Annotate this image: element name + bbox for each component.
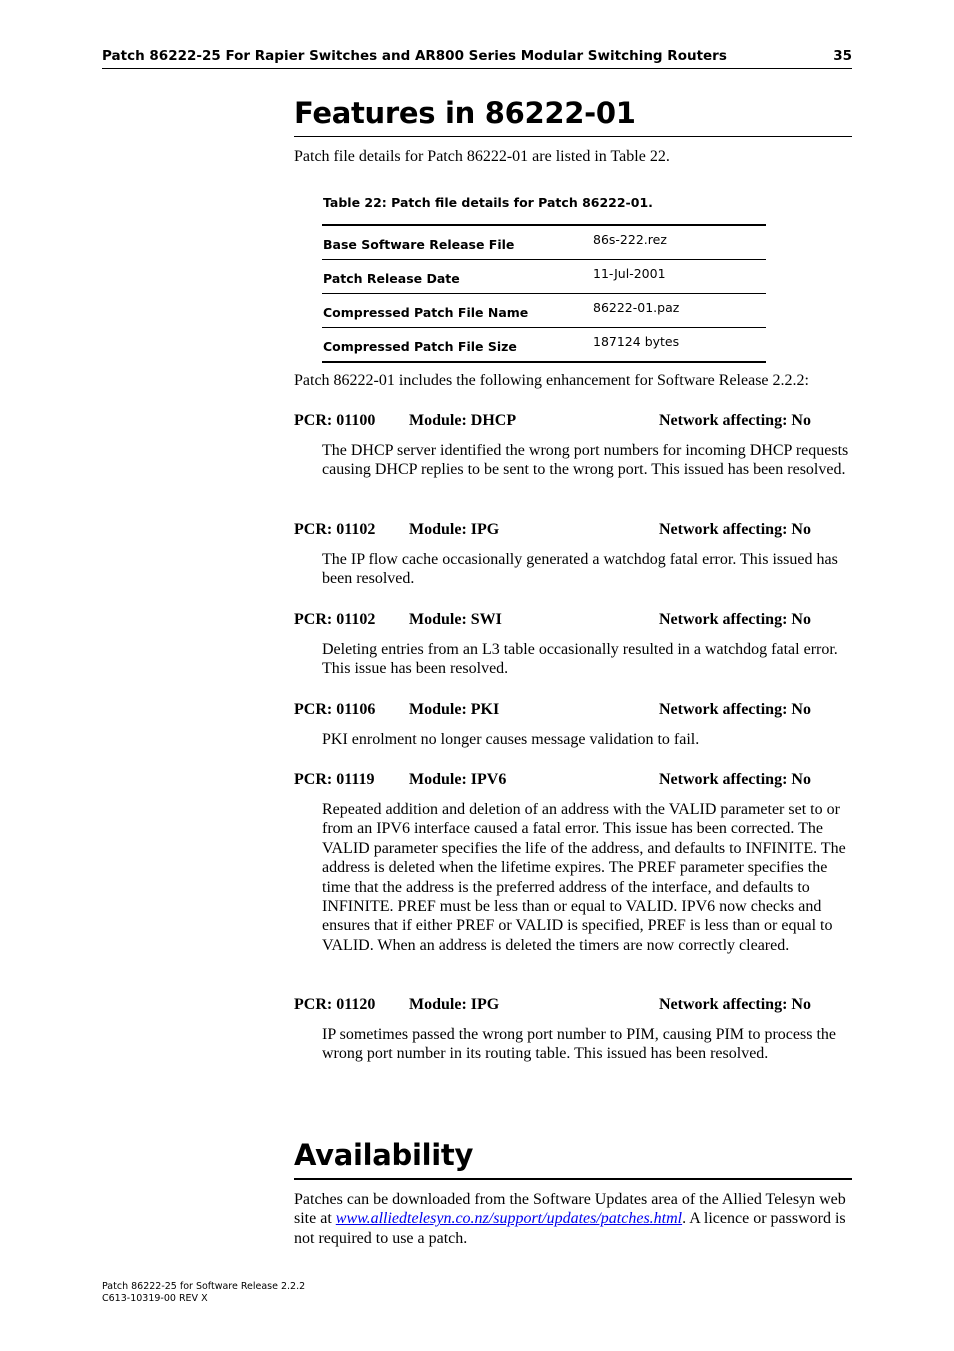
availability-text [294,1190,852,1248]
pcr-number: PCR: 01120 [294,996,376,1013]
pcr-description: Repeated addition and deletion of an address with the VALID parameter set to or from an IPV6 interface caused a fatal error. This issue has been corrected. The VALID parameter specifies the life of the address, and defaults to INFINITE. The address is deleted when the lifetime expires. The PREF parameter specifies the time that the address is the preferred address of the interface, and defaults to INFINITE. PREF must be less than or equal to VALID. IPV6 now checks and ensures that if either PREF or VALID is specified, PREF is less than or equal to VALID. When an address is deleted the timers are now correctly cleared. [322,801,846,954]
table-row [322,260,766,294]
pcr-number: PCR: 01102 [294,611,376,628]
pcr-module: Module: IPG [409,521,500,538]
page-footer [102,1281,305,1305]
pcr-network-affecting: Network affecting: No [659,771,811,788]
pcr-network-affecting: Network affecting: No [659,701,811,718]
pcr-module: Module: IPG [409,996,500,1013]
pcr-header [294,701,852,721]
table-row-value: 11-Jul-2001 [593,260,766,294]
pcr-number: PCR: 01119 [294,771,375,788]
pcr-header [294,996,852,1016]
pcr-description: PKI enrolment no longer causes message validation to fail. [322,731,700,748]
features-heading: Features in 86222-01 [294,96,852,137]
pcr-header [294,521,852,541]
table-caption: Table 22: Patch file details for Patch 86222-01. [323,195,653,210]
table-row-label: Compressed Patch File Name [322,294,593,328]
features-section [294,96,852,137]
pcr-header [294,771,852,791]
availability-section [294,1138,852,1180]
pcr-description: The DHCP server identified the wrong port numbers for incoming DHCP requests causing DHCP replies to be sent to the wrong port. This issued has been resolved. [322,442,849,479]
footer-line-2: C613-10319-00 REV X [102,1293,208,1304]
patches-link[interactable]: www.alliedtelesyn.co.nz/support/updates/patches.html [335,1210,683,1228]
availability-heading: Availability [294,1138,852,1180]
pcr-number: PCR: 01100 [294,412,376,429]
availability-text-after: . A licence or password is not required to use a patch. [294,1210,846,1247]
availability-text-before: Patches can be downloaded from the Software Updates area of the Allied Telesyn web site at [294,1191,846,1228]
pcr-module: Module: SWI [409,611,502,628]
pcr-description: Deleting entries from an L3 table occasionally resulted in a watchdog fatal error. This issue has been resolved. [322,641,838,678]
pcr-network-affecting: Network affecting: No [659,521,811,538]
table-row-label: Patch Release Date [322,260,593,294]
table-row-value: 86222-01.paz [593,294,766,328]
footer-line-1: Patch 86222-25 for Software Release 2.2.2 [102,1281,306,1292]
pcr-network-affecting: Network affecting: No [659,996,811,1013]
table-row [322,225,766,260]
table-row-label: Compressed Patch File Size [323,339,517,354]
table-row-label: Base Software Release File [322,225,593,260]
table-row-value: 187124 bytes [593,334,680,349]
pcr-module: Module: IPV6 [409,771,507,788]
table-row [322,328,766,363]
pcr-description: IP sometimes passed the wrong port number to PIM, causing PIM to process the wrong port number in its routing table. This issued has been resolved. [322,1026,837,1063]
pcr-network-affecting: Network affecting: No [659,412,811,429]
patch-details-table [322,224,766,363]
pcr-module: Module: PKI [409,701,500,718]
pcr-header [294,611,852,631]
pcr-module: Module: DHCP [409,412,517,429]
table-row-value: 86s-222.rez [593,225,766,260]
header-title: Patch 86222-25 For Rapier Switches and AR800 Series Modular Switching Routers [102,48,727,64]
page-number: 35 [833,48,852,64]
pcr-number: PCR: 01106 [294,701,376,718]
table-row [322,294,766,328]
page-header [102,48,852,69]
enhancement-intro: Patch 86222-01 includes the following enhancement for Software Release 2.2.2: [294,372,809,389]
pcr-network-affecting: Network affecting: No [659,611,811,628]
pcr-number: PCR: 01102 [294,521,376,538]
pcr-description: The IP flow cache occasionally generated a watchdog fatal error. This issued has been resolved. [322,551,838,588]
pcr-header [294,412,852,432]
features-intro: Patch file details for Patch 86222-01 are listed in Table 22. [294,148,670,165]
